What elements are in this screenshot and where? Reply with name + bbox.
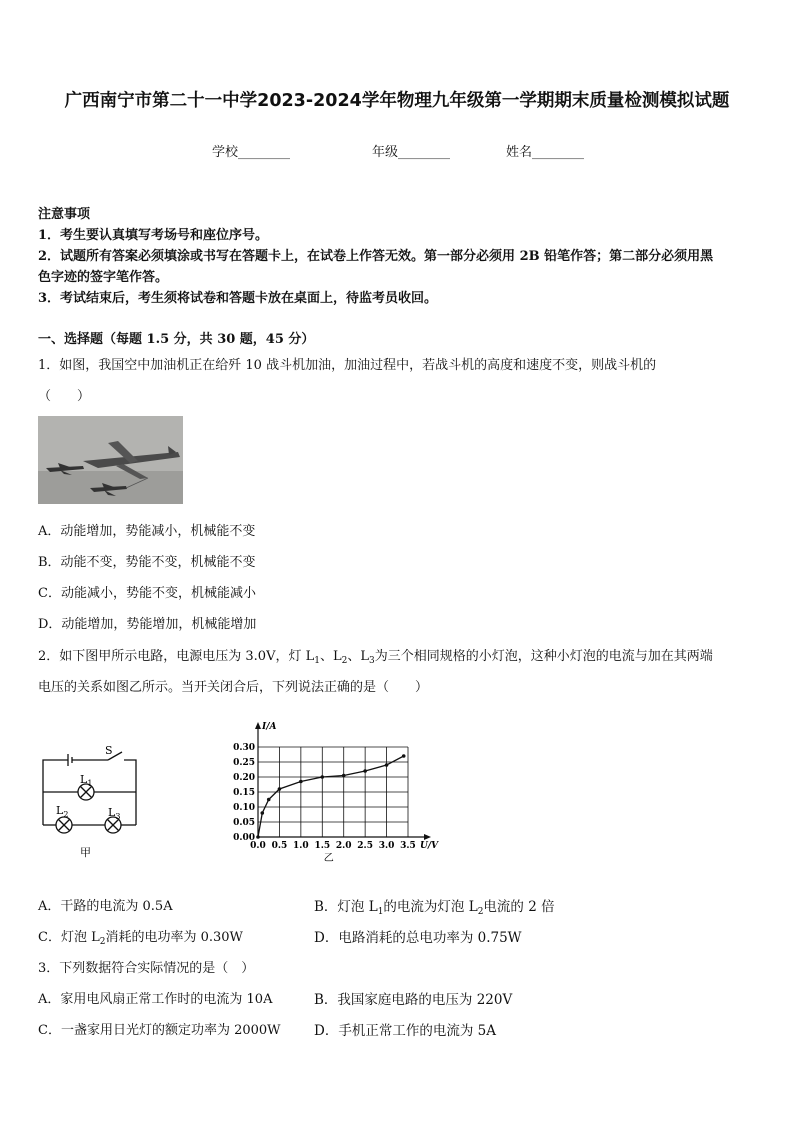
q2-stem-text: 、L	[347, 649, 369, 664]
data-point	[278, 787, 282, 791]
l1-label	[80, 773, 92, 788]
subscript: 1	[314, 656, 320, 666]
q1-option-b[interactable]: B．动能不变，势能不变，机械能不变	[38, 555, 256, 570]
data-point	[260, 811, 264, 815]
q2-option-b[interactable]	[314, 895, 555, 917]
subscript: 2	[341, 656, 348, 666]
subscript: 2	[63, 810, 69, 819]
option-text: C．灯泡 L	[38, 930, 100, 945]
q1-stem-paren: （ ）	[38, 389, 91, 404]
grade-field[interactable]: 年级________	[372, 145, 451, 160]
q2-stem-text: 为三个相同规格的小灯泡，这种小灯泡的电流与加在其两端	[374, 649, 713, 664]
q2-option-d[interactable]: D．电路消耗的总电功率为 0.75W	[314, 930, 522, 946]
data-point	[299, 780, 303, 784]
subscript: 3	[368, 656, 375, 666]
x-axis-label: U/V	[420, 841, 439, 851]
chart-caption: 乙	[323, 853, 334, 864]
q3-option-a[interactable]: A．家用电风扇正常工作时的电流为 10A	[38, 992, 273, 1007]
lamp-letter: L	[80, 773, 88, 786]
notes-heading: 注意事项	[38, 207, 91, 222]
q1-option-a[interactable]: A．动能增加，势能减小，机械能不变	[38, 524, 256, 539]
q2-option-c[interactable]	[38, 926, 243, 947]
note-item: 色字迹的签字笔作答。	[38, 270, 169, 285]
note-item: 3．考试结束后，考生须将试卷和答题卡放在桌面上，待监考员收回。	[38, 291, 438, 306]
circuit-diagram	[38, 740, 168, 860]
option-text: B．灯泡 L	[314, 899, 378, 915]
subscript: 2	[99, 937, 106, 947]
switch-label: S	[105, 744, 113, 757]
q3-option-c[interactable]: C．一盏家用日光灯的额定功率为 2000W	[38, 1023, 281, 1038]
iu-curve	[258, 756, 404, 837]
option-text: 的电流为灯泡 L	[383, 899, 478, 915]
data-point	[320, 775, 324, 779]
q2-option-a[interactable]: A．干路的电流为 0.5A	[38, 899, 173, 914]
x-tick-label: 0.5	[271, 841, 288, 851]
y-tick-label: 0.05	[233, 818, 255, 828]
q3-option-d[interactable]: D．手机正常工作的电流为 5A	[314, 1023, 496, 1039]
q2-stem	[38, 645, 713, 666]
data-point	[402, 754, 406, 758]
refueling-aircraft-photo	[38, 416, 183, 504]
q3-stem: 3．下列数据符合实际情况的是（ ）	[38, 961, 255, 976]
x-tick-label: 3.5	[400, 841, 416, 851]
x-tick-label: 2.0	[335, 841, 352, 851]
option-text: 消耗的电功率为 0.30W	[105, 930, 243, 945]
note-item: 2．试题所有答案必须填涂或书写在答题卡上，在试卷上作答无效。第一部分必须用 2B 铅笔作答；第二部分必须用黑	[38, 249, 714, 264]
data-point	[256, 835, 260, 839]
x-tick-label: 1.0	[293, 841, 309, 851]
x-tick-label: 2.5	[357, 841, 373, 851]
subscript: 2	[477, 907, 484, 917]
q1-option-c[interactable]: C．动能减小，势能不变，机械能减小	[38, 586, 256, 601]
q1-stem: 1．如图，我国空中加油机正在给歼 10 战斗机加油，加油过程中，若战斗机的高度和速度不变，则战斗机的	[38, 358, 657, 373]
q2-stem-line2: 电压的关系如图乙所示。当开关闭合后，下列说法正确的是（ ）	[38, 680, 429, 695]
data-point	[342, 774, 346, 778]
l3-label	[108, 806, 120, 821]
q3-option-b[interactable]: B．我国家庭电路的电压为 220V	[314, 992, 513, 1008]
name-field[interactable]: 姓名________	[506, 145, 585, 160]
subscript: 1	[377, 907, 384, 917]
lamp-letter: L	[56, 804, 64, 817]
data-point	[385, 763, 389, 767]
y-tick-label: 0.30	[233, 743, 255, 753]
q2-stem-text: 、L	[319, 649, 342, 664]
y-tick-label: 0.20	[233, 773, 255, 783]
y-axis-arrow	[255, 722, 261, 729]
q1-option-d[interactable]: D．动能增加，势能增加，机械能增加	[38, 617, 257, 632]
circuit-caption: 甲	[80, 846, 91, 859]
y-axis-label: I/A	[262, 722, 277, 732]
section-heading: 一、选择题（每题 1.5 分，共 30 题，45 分）	[38, 332, 315, 347]
option-text: 电流的 2 倍	[483, 899, 555, 915]
y-tick-label: 0.00	[233, 833, 255, 843]
lamp-letter: L	[108, 806, 116, 819]
x-tick-label: 3.0	[378, 841, 395, 851]
q2-stem-text: 2．如下图甲所示电路，电源电压为 3.0V，灯 L	[38, 649, 315, 664]
x-tick-label: 1.5	[314, 841, 331, 851]
y-tick-label: 0.10	[233, 803, 255, 813]
subscript: 1	[87, 779, 93, 788]
note-item: 1．考生要认真填写考场号和座位序号。	[38, 228, 269, 243]
subscript: 3	[115, 812, 121, 821]
y-tick-label: 0.15	[233, 788, 255, 798]
l2-label	[56, 804, 68, 819]
y-tick-label: 0.25	[233, 758, 255, 768]
school-field[interactable]: 学校________	[212, 145, 291, 160]
data-point	[363, 769, 367, 773]
data-point	[267, 798, 271, 802]
iu-chart	[228, 712, 443, 872]
x-tick-label: 0.0	[250, 841, 266, 851]
x-axis-arrow	[424, 834, 431, 840]
page-title: 广西南宁市第二十一中学2023-2024学年物理九年级第一学期期末质量检测模拟试题	[64, 91, 730, 111]
